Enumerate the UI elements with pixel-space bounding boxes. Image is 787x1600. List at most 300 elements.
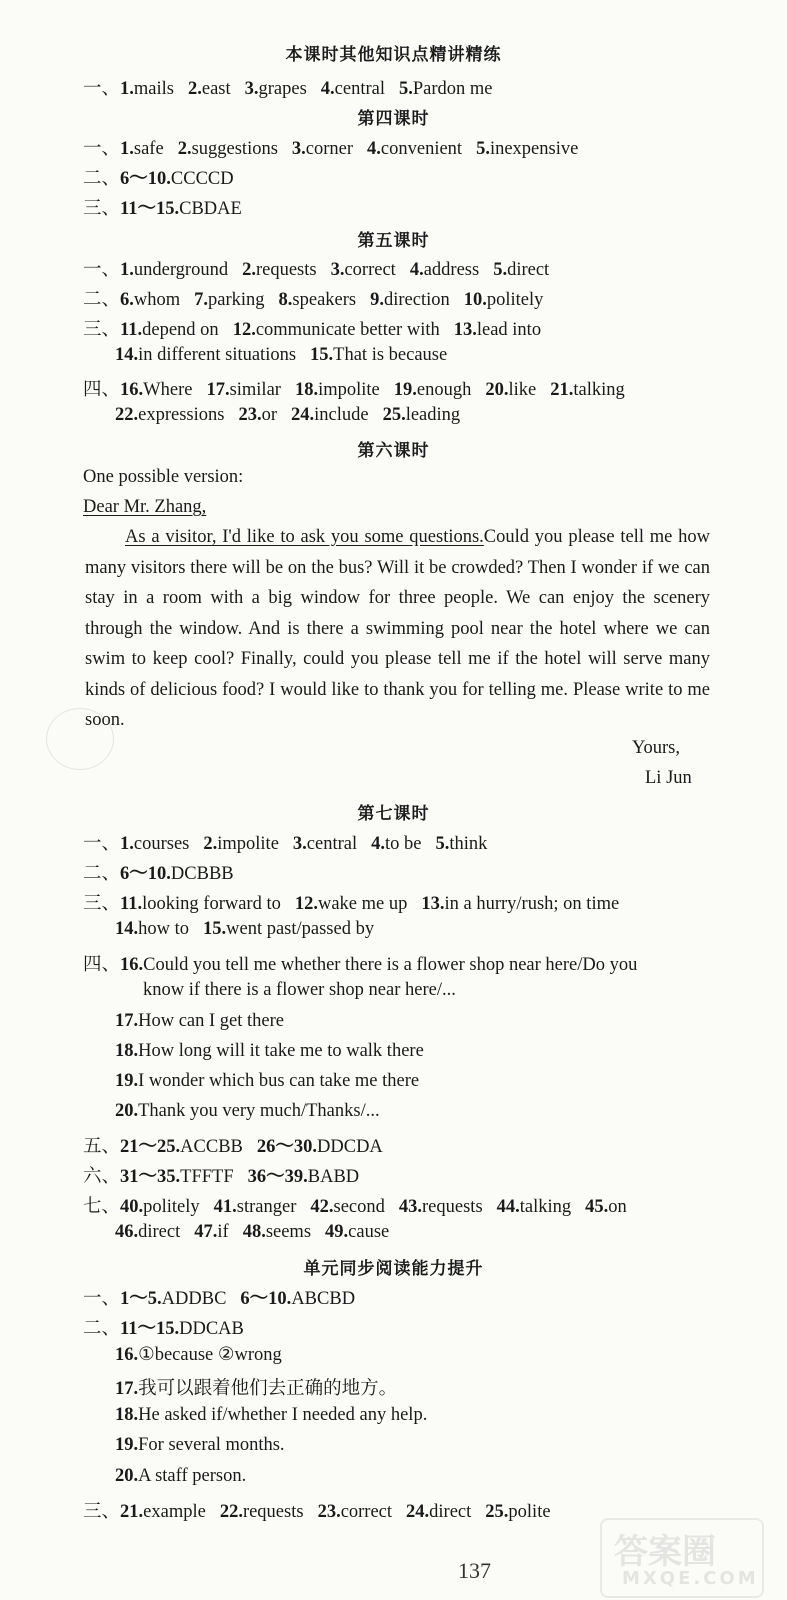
section-number: 三、	[83, 320, 121, 340]
question-number: 2.	[242, 260, 256, 280]
answer-text: central	[306, 834, 358, 854]
answer-item	[464, 290, 544, 310]
answer-item	[120, 834, 189, 854]
answer-item	[120, 380, 192, 400]
answer-text: inexpensive	[489, 139, 579, 159]
question-number: 2.	[177, 139, 192, 159]
section-number: 一、	[83, 834, 121, 854]
question-number: 25.	[485, 1502, 509, 1522]
answer-item	[203, 919, 374, 939]
answer-text: think	[449, 834, 488, 854]
answer-item	[293, 834, 357, 854]
answer-text: similar	[229, 380, 281, 400]
answer-item	[410, 260, 479, 280]
answer-item	[120, 1319, 244, 1339]
answer-text: ACCBB	[180, 1137, 243, 1157]
answer-item	[120, 1137, 243, 1157]
answer-text: east	[201, 79, 231, 99]
answer-item	[371, 834, 421, 854]
answer-text: DCBBB	[170, 864, 234, 884]
answer-item	[120, 894, 281, 914]
question-number: 45.	[585, 1197, 609, 1217]
answer-item	[178, 139, 278, 159]
question-number: 5.	[435, 834, 450, 854]
answer-item	[120, 1197, 200, 1217]
answer-item	[120, 320, 219, 340]
answer-text: like	[508, 380, 537, 400]
answer-item	[435, 834, 487, 854]
section-number: 七、	[83, 1197, 121, 1217]
faded-stamp-mark	[46, 708, 114, 770]
answer-item	[476, 139, 578, 159]
answer-line	[115, 1405, 427, 1426]
answer-item	[214, 1197, 297, 1217]
answer-text: How can I get there	[138, 1011, 285, 1031]
answer-item	[240, 1289, 355, 1309]
question-number: 1.	[120, 260, 134, 280]
question-number: 8.	[278, 290, 293, 310]
answer-text: central	[334, 79, 385, 99]
section-heading-lesson-7: 第七课时	[357, 804, 430, 824]
question-number: 12.	[232, 320, 256, 340]
watermark-logo-text: 答案圈	[614, 1532, 716, 1572]
answer-item	[421, 894, 619, 914]
answer-text: convenient	[380, 139, 463, 159]
answer-item	[120, 139, 164, 159]
answer-text: wake me up	[317, 894, 408, 914]
question-number: 1.	[120, 79, 134, 99]
answer-item	[394, 380, 472, 400]
answer-text: to be	[385, 834, 422, 854]
question-number: 17.	[115, 1011, 139, 1031]
answer-text: suggestions	[191, 139, 278, 159]
answer-item	[120, 199, 242, 219]
answer-item	[497, 1197, 572, 1217]
question-number: 9.	[370, 290, 384, 310]
answer-text: on	[608, 1197, 627, 1217]
question-number: 11～15.	[120, 1319, 180, 1339]
question-number: 13.	[453, 320, 477, 340]
model-essay-intro: One possible version:	[83, 467, 244, 487]
letter-signature: Li Jun	[645, 768, 692, 788]
answer-item	[550, 380, 625, 400]
answer-text: in a hurry/rush; on time	[444, 894, 620, 914]
answer-text: how to	[138, 919, 189, 939]
answer-text: BABD	[307, 1167, 360, 1187]
answer-text: include	[314, 405, 369, 425]
page-number: 137	[458, 1558, 491, 1583]
answer-line	[115, 1435, 285, 1456]
answer-text: parking	[208, 290, 265, 310]
answer-item	[115, 405, 224, 425]
question-number: 3.	[292, 834, 307, 854]
answer-item	[238, 405, 277, 425]
answer-item	[203, 834, 279, 854]
question-number: 17.	[115, 1379, 139, 1399]
answer-line	[115, 919, 374, 940]
answer-text: He asked if/whether I needed any help.	[138, 1405, 428, 1425]
question-number: 18.	[115, 1405, 139, 1425]
answer-item	[383, 405, 461, 425]
answer-item	[115, 1222, 180, 1242]
answer-text: politely	[143, 1197, 200, 1217]
answer-text: went past/passed by	[226, 919, 375, 939]
answer-item	[406, 1502, 471, 1522]
question-number: 21～25.	[120, 1137, 181, 1157]
answer-item	[115, 919, 189, 939]
answer-text: 我可以跟着他们去正确的地方。	[138, 1379, 398, 1399]
answer-item	[331, 260, 396, 280]
question-number: 5.	[493, 260, 508, 280]
answer-item	[370, 290, 450, 310]
answer-text: That is because	[333, 345, 448, 365]
answer-text: ①because ②wrong	[138, 1345, 282, 1365]
section-number: 四、	[83, 380, 121, 400]
question-number: 12.	[294, 894, 318, 914]
question-number: 22.	[115, 405, 139, 425]
answer-item	[310, 1197, 385, 1217]
answer-text: requests	[255, 260, 317, 280]
question-number: 19.	[115, 1071, 139, 1091]
section-number: 一、	[83, 260, 121, 280]
question-number: 31～35.	[120, 1167, 181, 1187]
question-number: 47.	[194, 1222, 218, 1242]
answer-text: communicate better with	[255, 320, 440, 340]
question-number: 4.	[367, 139, 381, 159]
answer-text: direct	[507, 260, 550, 280]
question-number: 15.	[310, 345, 334, 365]
answer-item	[115, 1379, 397, 1399]
answer-text: seems	[265, 1222, 312, 1242]
answer-line	[83, 859, 234, 885]
section-number: 六、	[83, 1167, 121, 1187]
question-number: 14.	[115, 345, 139, 365]
question-number: 4.	[320, 79, 335, 99]
answer-text: courses	[133, 834, 190, 854]
section-heading-extra-knowledge: 本课时其他知识点精讲精练	[285, 45, 502, 65]
question-number: 40.	[120, 1197, 144, 1217]
answer-line	[83, 74, 493, 100]
letter-first-sentence: As a visitor, I'd like to ask you some questions.	[125, 527, 484, 547]
answer-item	[120, 79, 174, 99]
answer-line	[83, 194, 242, 220]
answer-item	[206, 380, 281, 400]
answer-item	[115, 1071, 419, 1091]
answer-line	[115, 345, 447, 366]
question-number: 6.	[120, 290, 134, 310]
question-number: 24.	[406, 1502, 430, 1522]
question-number: 11.	[120, 894, 143, 914]
answer-text: direct	[429, 1502, 472, 1522]
answer-line	[83, 1192, 627, 1218]
answer-line	[83, 164, 234, 190]
answer-text: DDCAB	[179, 1319, 244, 1339]
question-number: 4.	[409, 260, 424, 280]
answer-text: politely	[486, 290, 544, 310]
answer-item	[120, 864, 234, 884]
answer-text: leading	[405, 405, 461, 425]
question-number: 43.	[398, 1197, 423, 1217]
answer-text: ADDBC	[161, 1289, 227, 1309]
answer-item	[367, 139, 462, 159]
question-number: 10.	[463, 290, 487, 310]
section-number: 三、	[83, 1502, 121, 1522]
answer-text: DDCDA	[317, 1137, 383, 1157]
answer-item	[242, 260, 317, 280]
answer-text: depend on	[142, 320, 219, 340]
section-heading-lesson-4: 第四课时	[357, 109, 430, 129]
question-number: 20.	[115, 1101, 139, 1121]
question-number: 20.	[115, 1466, 139, 1486]
answer-item	[115, 1345, 282, 1365]
question-number: 6～10.	[120, 864, 171, 884]
section-number: 二、	[83, 169, 121, 189]
answer-item	[243, 1222, 311, 1242]
question-number: 24.	[291, 405, 315, 425]
answer-text: lead into	[476, 320, 542, 340]
answer-text: expressions	[138, 405, 225, 425]
answer-item	[120, 290, 180, 310]
answer-line	[83, 1314, 244, 1340]
section-heading-lesson-6: 第六课时	[357, 441, 430, 461]
answer-item	[399, 1197, 483, 1217]
answer-item	[485, 1502, 550, 1522]
question-number: 4.	[371, 834, 385, 854]
answer-item	[485, 380, 536, 400]
letter-body-text: Could you please tell me how many visitors there will be on the bus? Will it be crowded? Then I wonder if we can stay in a room with a big window for three people. We can enjoy the scenery through the window. And is there a swimming pool near the hotel where we can swim to keep cool? Finally, could you please tell me if the hotel will serve many kinds of delicious food? I would like to thank you for telling me. Please write to me soon.	[85, 527, 710, 730]
answer-text: A staff person.	[138, 1466, 247, 1486]
answer-item	[325, 1222, 389, 1242]
answer-text: direction	[383, 290, 450, 310]
question-number: 2.	[187, 79, 202, 99]
answer-item	[310, 345, 447, 365]
answer-line	[115, 1222, 389, 1243]
question-number: 46.	[115, 1222, 139, 1242]
site-watermark	[600, 1518, 764, 1598]
section-heading-unit-reading: 单元同步阅读能力提升	[303, 1259, 484, 1279]
question-number: 6～10.	[120, 169, 171, 189]
section-number: 一、	[83, 79, 121, 99]
question-number: 48.	[242, 1222, 266, 1242]
answer-text: talking	[573, 380, 625, 400]
question-number: 14.	[115, 919, 139, 939]
letter-greeting: Dear Mr. Zhang,	[83, 497, 207, 517]
answer-text: requests	[242, 1502, 304, 1522]
answer-text: in different situations	[138, 345, 297, 365]
answer-item	[493, 260, 549, 280]
answer-line	[83, 375, 625, 401]
question-number: 18.	[115, 1041, 139, 1061]
question-number: 1～5.	[120, 1289, 162, 1309]
answer-line	[83, 315, 541, 341]
answer-text: corner	[305, 139, 354, 159]
answer-text: cause	[348, 1222, 390, 1242]
answer-text: How long will it take me to walk there	[138, 1041, 424, 1061]
answer-text: Pardon me	[412, 79, 493, 99]
answer-text: second	[333, 1197, 385, 1217]
answer-text: CBDAE	[179, 199, 242, 219]
answer-item	[120, 1502, 206, 1522]
answer-item	[399, 79, 493, 99]
answer-line	[115, 405, 460, 426]
answer-item	[120, 1289, 226, 1309]
answer-line	[115, 1466, 246, 1487]
answer-line	[115, 1374, 397, 1400]
answer-item	[291, 405, 369, 425]
answer-item	[115, 1405, 427, 1425]
answer-line	[83, 255, 549, 281]
answer-text: address	[423, 260, 480, 280]
question-number: 1.	[120, 834, 134, 854]
answer-text: or	[261, 405, 277, 425]
answer-text: I wonder which bus can take me there	[138, 1071, 420, 1091]
answer-text: requests	[422, 1197, 483, 1217]
question-number: 23.	[317, 1502, 341, 1522]
answer-item	[188, 79, 231, 99]
section-number: 一、	[83, 1289, 121, 1309]
question-number: 11～15.	[120, 199, 180, 219]
answer-line	[83, 285, 543, 311]
answer-text: impolite	[318, 380, 380, 400]
section-number: 二、	[83, 1319, 121, 1339]
question-number: 18.	[294, 380, 319, 400]
question-number: 22.	[219, 1502, 243, 1522]
answer-item	[220, 1502, 304, 1522]
answer-text: Could you tell me whether there is a flower shop near here/Do you	[143, 955, 638, 975]
answer-text: stranger	[236, 1197, 297, 1217]
answer-item	[454, 320, 541, 340]
answer-item	[279, 290, 357, 310]
answer-item	[120, 260, 228, 280]
answer-text: Where	[143, 380, 193, 400]
question-number: 21.	[550, 380, 574, 400]
answer-line	[83, 1162, 359, 1188]
answer-text: speakers	[292, 290, 357, 310]
answer-line	[83, 1497, 551, 1523]
section-number: 四、	[83, 955, 121, 975]
watermark-url: MXQE.COM	[622, 1568, 759, 1589]
question-number: 20.	[485, 380, 509, 400]
answer-line	[115, 1041, 424, 1062]
answer-text: Thank you very much/Thanks/...	[138, 1101, 380, 1121]
question-number: 42.	[310, 1197, 334, 1217]
question-number: 16.	[120, 955, 144, 975]
answer-text: ABCBD	[291, 1289, 356, 1309]
question-number: 44.	[496, 1197, 520, 1217]
question-number: 2.	[203, 834, 218, 854]
answer-line	[83, 950, 637, 976]
question-number: 19.	[115, 1435, 139, 1455]
answer-item	[318, 1502, 392, 1522]
question-number: 15.	[203, 919, 227, 939]
answer-text: underground	[133, 260, 229, 280]
answer-text: For several months.	[138, 1435, 285, 1455]
answer-item	[585, 1197, 627, 1217]
question-number: 26～30.	[256, 1137, 318, 1157]
question-number: 49.	[325, 1222, 349, 1242]
question-number: 41.	[213, 1197, 237, 1217]
answer-text: polite	[508, 1502, 551, 1522]
question-number: 36～39.	[247, 1167, 308, 1187]
section-number: 三、	[83, 199, 121, 219]
answer-item	[115, 345, 296, 365]
letter-body	[85, 522, 710, 736]
question-number: 16.	[115, 1345, 139, 1365]
answer-line	[83, 1284, 355, 1310]
answer-item	[115, 1466, 246, 1486]
answer-text: correct	[340, 1502, 393, 1522]
question-number: 6～10.	[240, 1289, 292, 1309]
answer-text: looking forward to	[142, 894, 281, 914]
answer-line	[83, 1132, 383, 1158]
letter-closing: Yours,	[632, 738, 680, 758]
answer-text: example	[143, 1502, 206, 1522]
answer-item	[115, 1101, 380, 1121]
answer-item	[295, 894, 408, 914]
answer-line	[115, 1101, 380, 1122]
answer-text: impolite	[217, 834, 279, 854]
question-number: 11.	[120, 320, 143, 340]
answer-line-continued: know if there is a flower shop near here/...	[143, 980, 456, 1000]
answer-text: mails	[133, 79, 174, 99]
section-number: 二、	[83, 864, 121, 884]
question-number: 5.	[476, 139, 490, 159]
answer-text: safe	[133, 139, 164, 159]
answer-item	[321, 79, 385, 99]
question-number: 13.	[421, 894, 445, 914]
answer-item	[233, 320, 440, 340]
answer-text: if	[217, 1222, 229, 1242]
answer-line	[83, 134, 578, 160]
question-number: 16.	[120, 380, 144, 400]
answer-text: correct	[344, 260, 396, 280]
answer-line	[83, 889, 619, 915]
answer-text: grapes	[258, 79, 307, 99]
section-number: 五、	[83, 1137, 121, 1157]
answer-item	[257, 1137, 383, 1157]
answer-item	[120, 1167, 234, 1187]
answer-item	[292, 139, 353, 159]
answer-item	[115, 1041, 424, 1061]
answer-item	[194, 290, 264, 310]
answer-item	[115, 1435, 285, 1455]
answer-item	[194, 1222, 228, 1242]
answer-line	[115, 1344, 282, 1366]
question-number: 25.	[382, 405, 406, 425]
answer-item	[245, 79, 307, 99]
question-number: 1.	[120, 139, 134, 159]
question-number: 3.	[291, 139, 306, 159]
answer-item	[120, 955, 637, 975]
section-number: 三、	[83, 894, 121, 914]
question-number: 7.	[194, 290, 209, 310]
answer-text: CCCCD	[170, 169, 234, 189]
section-heading-lesson-5: 第五课时	[357, 231, 430, 251]
answer-text: enough	[416, 380, 472, 400]
answer-item	[115, 1011, 284, 1031]
section-number: 一、	[83, 139, 121, 159]
answer-line	[83, 829, 487, 855]
answer-item	[295, 380, 380, 400]
question-number: 17.	[206, 380, 230, 400]
answer-line	[115, 1011, 284, 1032]
question-number: 3.	[330, 260, 345, 280]
answer-text: TFFTF	[180, 1167, 234, 1187]
answer-text: whom	[133, 290, 181, 310]
question-number: 3.	[244, 79, 259, 99]
answer-item	[120, 169, 234, 189]
question-number: 5.	[399, 79, 413, 99]
